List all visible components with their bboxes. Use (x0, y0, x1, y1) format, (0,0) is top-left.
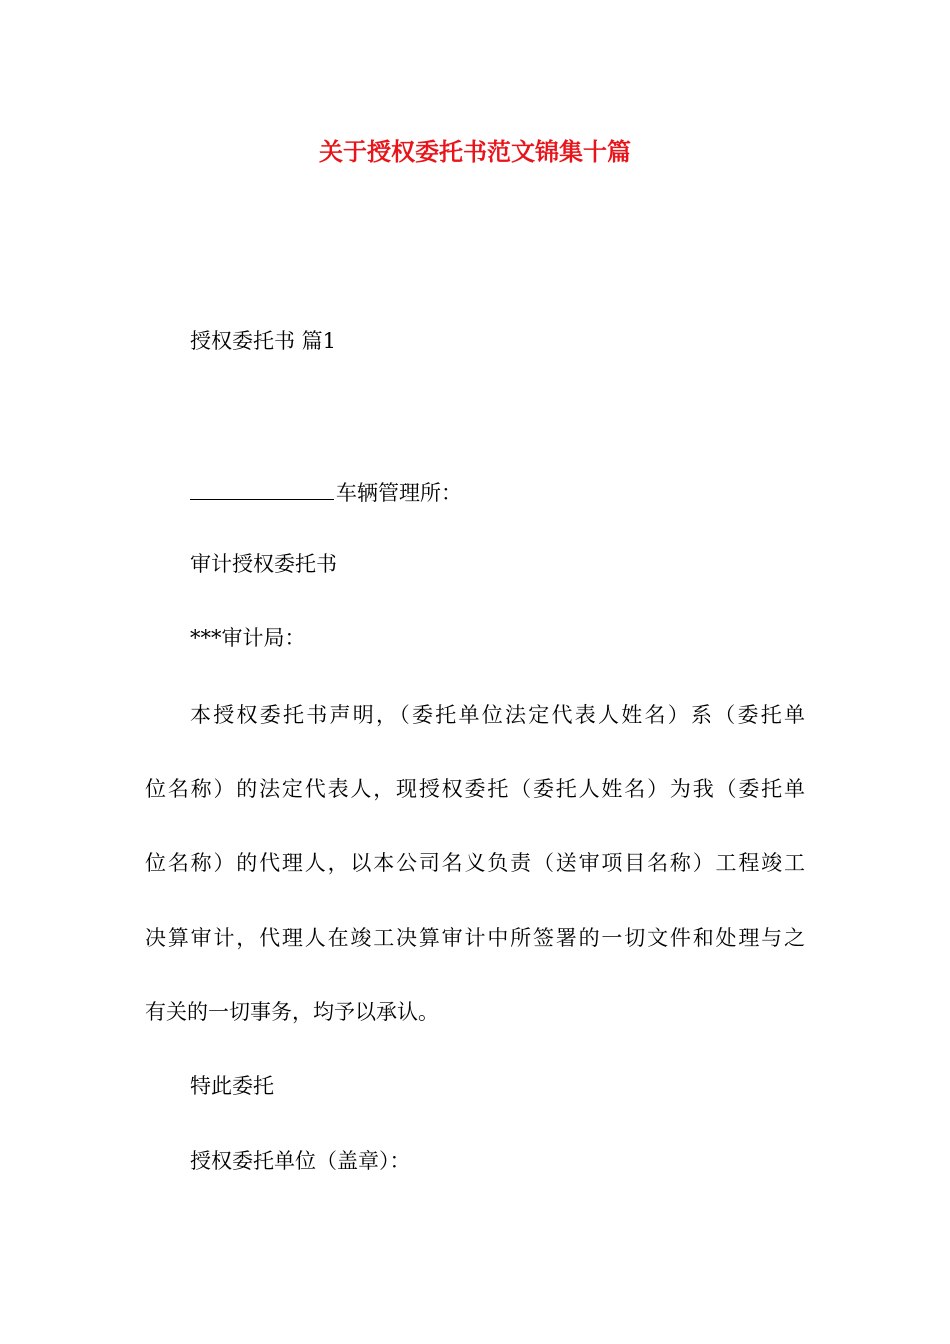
paragraph-line: 位名称）的代理人，以本公司名义负责（送审项目名称）工程竣工 (145, 851, 805, 875)
sub-title: 审计授权委托书 (190, 552, 337, 576)
paragraph-line: 决算审计，代理人在竣工决算审计中所签署的一切文件和处理与之 (145, 926, 805, 950)
addressee-suffix: 车辆管理所： (336, 481, 462, 505)
closing-text: 特此委托 (190, 1074, 274, 1098)
seal-label: 授权委托单位（盖章）： (190, 1149, 411, 1173)
salutation: ***审计局： (190, 626, 306, 650)
blank-underline (190, 479, 334, 500)
document-title: 关于授权委托书范文锦集十篇 (319, 137, 631, 166)
section-heading: 授权委托书 篇1 (190, 329, 337, 353)
paragraph-line: 有关的一切事务，均予以承认。 (145, 1000, 439, 1024)
paragraph-line: 位名称）的法定代表人，现授权委托（委托人姓名）为我（委托单 (145, 777, 805, 801)
paragraph-line: 本授权委托书声明，（委托单位法定代表人姓名）系（委托单 (190, 703, 805, 727)
addressee-line (190, 478, 462, 508)
